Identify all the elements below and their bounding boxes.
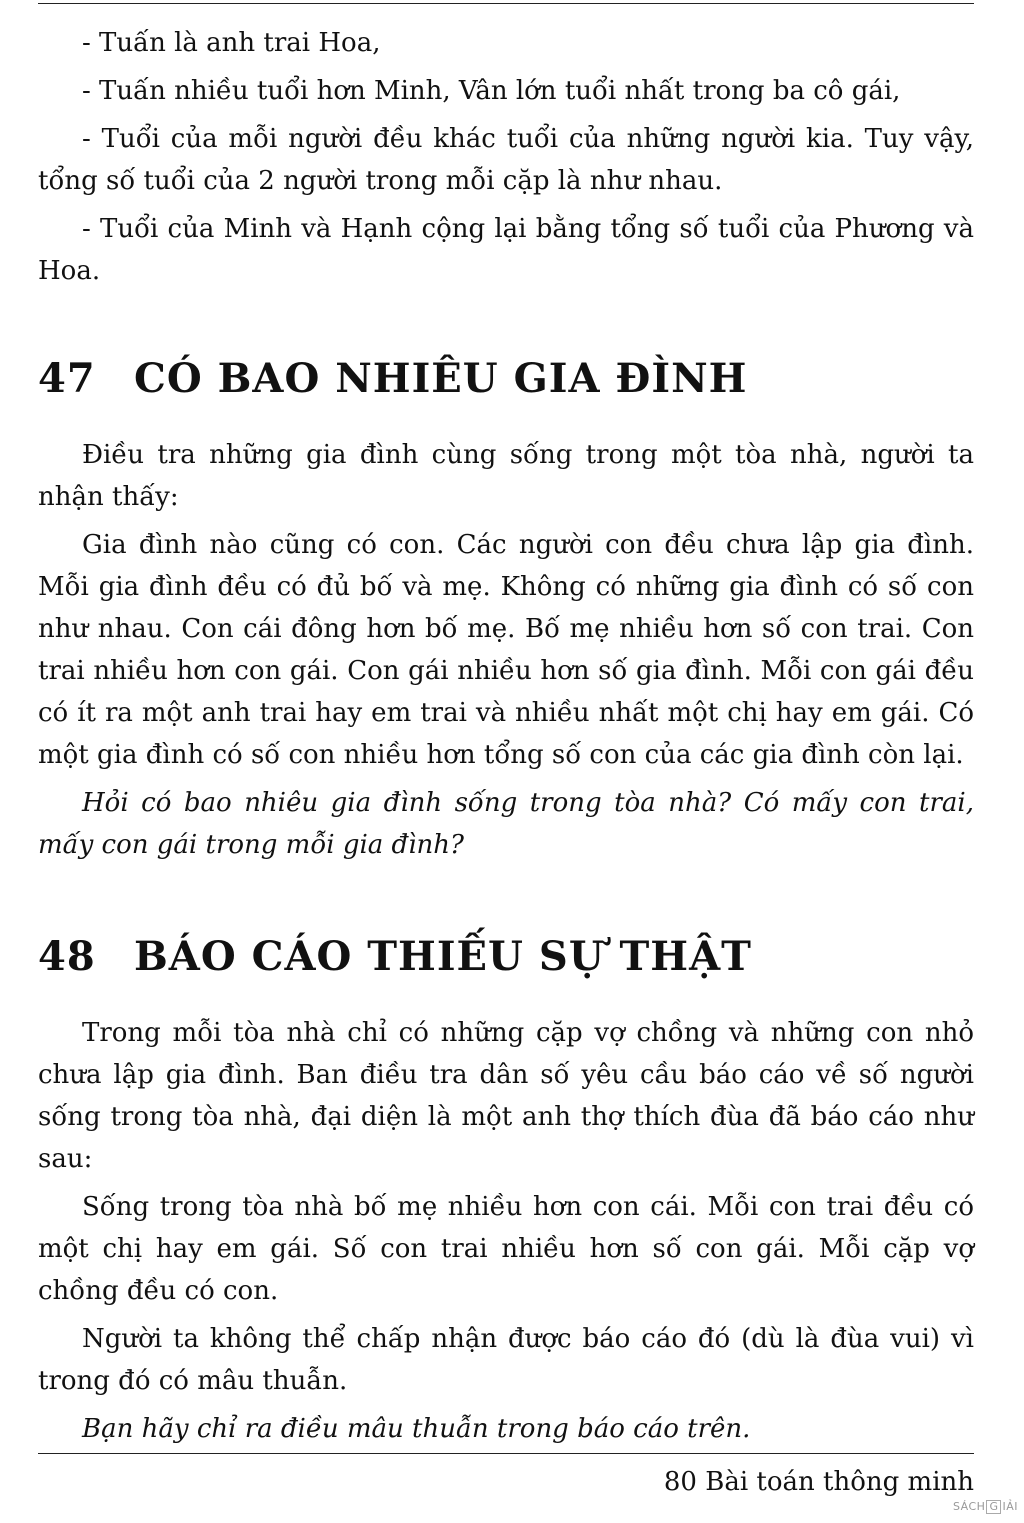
paragraph: Người ta không thể chấp nhận được báo cáo đó (dù là đùa vui) vì trong đó có mâu thuẫn. [38, 1324, 974, 1396]
paragraph: Sống trong tòa nhà bố mẹ nhiều hơn con cái. Mỗi con trai đều có một chị hay em gái. Số con trai nhiều hơn số con gái. Mỗi cặp vợ chồng đều có con. [38, 1192, 974, 1306]
footer-book-title: 80 Bài toán thông minh [663, 1467, 974, 1497]
footer-rule [38, 1453, 974, 1454]
paragraph: Gia đình nào cũng có con. Các người con đều chưa lập gia đình. Mỗi gia đình đều có đủ bố và mẹ. Không có những gia đình có số con như nhau. Con cái đông hơn bố mẹ. Bố mẹ nhiều hơn số con trai. Con trai nhiều hơn con gái. Con gái nhiều hơn số gia đình. Mỗi con gái đều có ít ra một anh trai hay em trai và nhiều nhất một chị hay em gái. Có một gia đình có số con nhiều hơn tổng số con của các gia đình còn lại. [38, 530, 974, 770]
section-number: 48 [38, 933, 96, 980]
section-47-heading [38, 354, 974, 404]
watermark-logo [953, 1500, 1018, 1514]
watermark-box: G [986, 1500, 1001, 1514]
watermark-text: SÁCH [952, 1500, 986, 1513]
paragraph: Điều tra những gia đình cùng sống trong một tòa nhà, người ta nhận thấy: [38, 440, 974, 512]
question: Hỏi có bao nhiêu gia đình sống trong tòa nhà? Có mấy con trai, mấy con gái trong mỗi gia đình? [38, 788, 974, 860]
page-content [38, 22, 974, 1450]
section-48-heading [38, 932, 974, 982]
watermark-text: IẢI [1002, 1500, 1018, 1513]
section-title: BÁO CÁO THIẾU SỰ THẬT [134, 933, 752, 980]
header-rule [38, 3, 974, 4]
condition-line: - Tuấn nhiều tuổi hơn Minh, Vân lớn tuổi nhất trong ba cô gái, [82, 76, 901, 106]
condition-line: - Tuấn là anh trai Hoa, [82, 28, 381, 58]
condition-line: - Tuổi của mỗi người đều khác tuổi của những người kia. Tuy vậy, tổng số tuổi của 2 người trong mỗi cặp là như nhau. [38, 124, 974, 196]
condition-line: - Tuổi của Minh và Hạnh cộng lại bằng tổng số tuổi của Phương và Hoa. [38, 214, 974, 286]
question: Bạn hãy chỉ ra điều mâu thuẫn trong báo cáo trên. [82, 1414, 751, 1444]
paragraph: Trong mỗi tòa nhà chỉ có những cặp vợ chồng và những con nhỏ chưa lập gia đình. Ban điều tra dân số yêu cầu báo cáo về số người sống trong tòa nhà, đại diện là một anh thợ thích đùa đã báo cáo như sau: [38, 1018, 974, 1174]
section-number: 47 [38, 355, 96, 402]
section-title: CÓ BAO NHIÊU GIA ĐÌNH [134, 355, 748, 402]
